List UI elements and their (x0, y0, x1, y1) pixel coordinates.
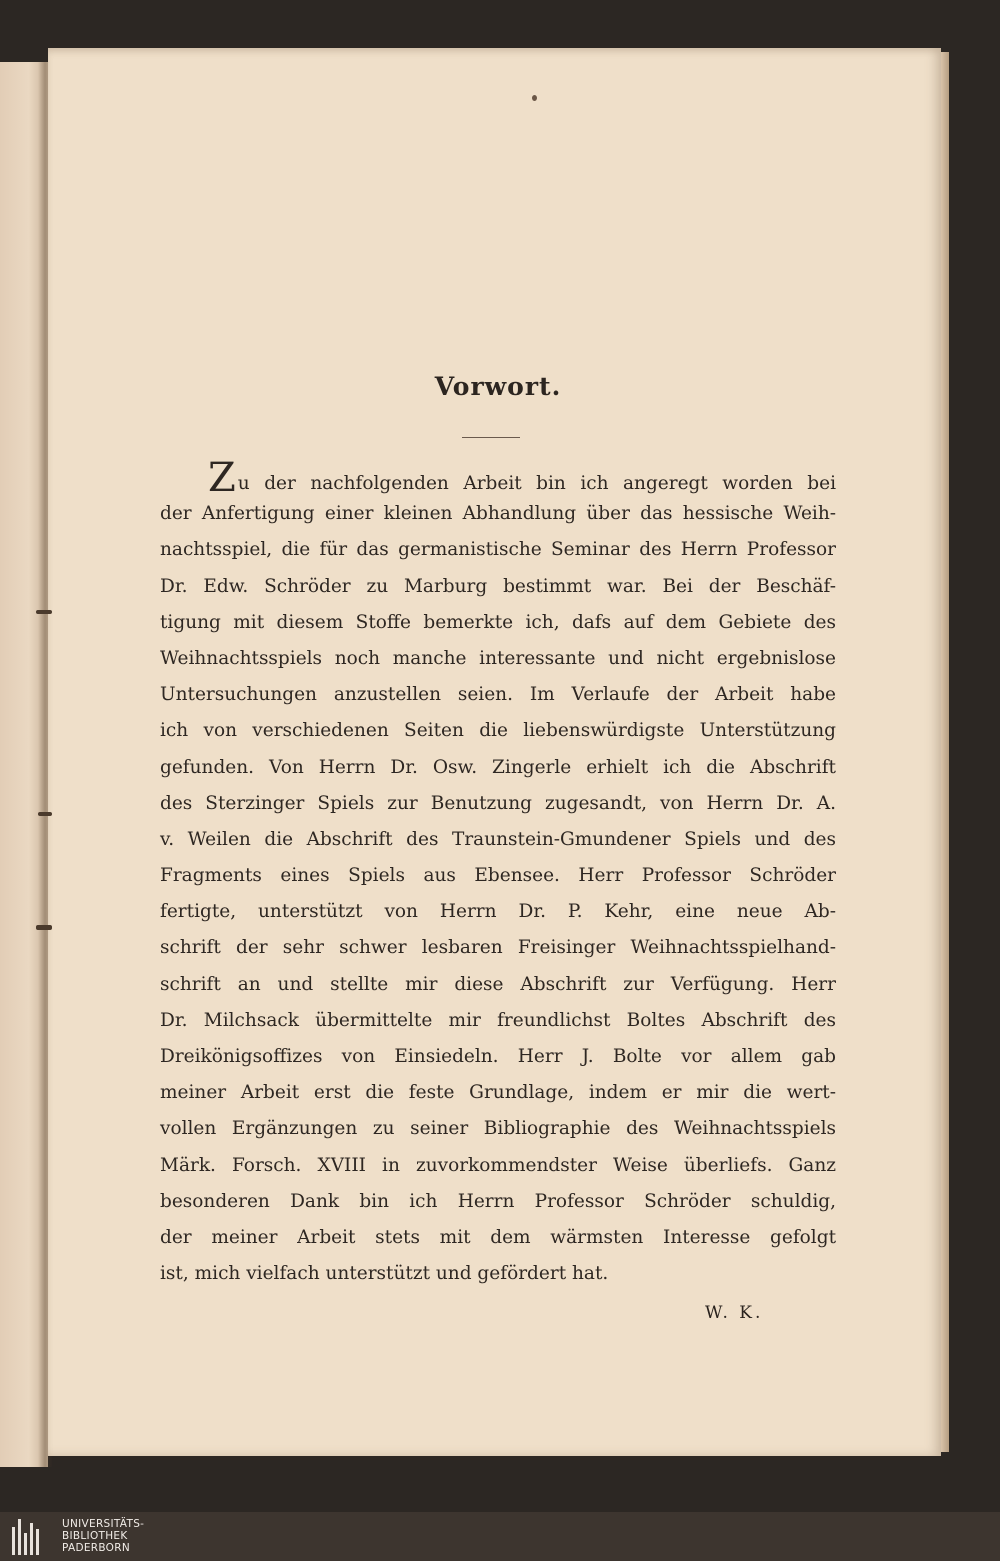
binding-stitch (36, 925, 52, 930)
drop-cap: Z (208, 455, 236, 501)
text-line: Dreikönigsoffizes von Einsiedeln. Herr J. Bolte vor allem gab (160, 1046, 836, 1067)
text-line: tigung mit diesem Stoffe bemerkte ich, dafs auf dem Gebiete des (160, 611, 836, 633)
text-line: vollen Ergänzungen zu seiner Bibliographie des Weihnachtsspiels (160, 1118, 836, 1140)
logo-line: BIBLIOTHEK (62, 1530, 128, 1542)
library-bars-logo-icon (12, 1519, 52, 1555)
text-line: Zu der nachfolgenden Arbeit bin ich angeregt worden bei (208, 455, 836, 501)
ink-speck (532, 95, 537, 101)
library-footer (0, 1512, 1000, 1561)
text-line: Märk. Forsch. XVIII in zuvorkommendster Weise überliefs. Ganz (160, 1154, 836, 1176)
binding-stitch (36, 610, 52, 614)
text-line: nachtsspiel, die für das germanistische Seminar des Herrn Professor (160, 539, 836, 561)
preface-text (160, 455, 836, 1292)
text-line: Fragments eines Spiels aus Ebensee. Herr Professor Schröder (160, 865, 836, 887)
text-line: Dr. Milchsack übermittelte mir freundlichst Boltes Abschrift des (160, 1009, 836, 1031)
logo-line: PADERBORN (62, 1542, 130, 1554)
page-edge (941, 52, 949, 1452)
text-line: fertigte, unterstützt von Herrn Dr. P. Kehr, eine neue Ab- (160, 901, 836, 923)
text-line: meiner Arbeit erst die feste Grundlage, indem er mir die wert- (160, 1082, 836, 1104)
text-line: gefunden. Von Herrn Dr. Osw. Zingerle erhielt ich die Abschrift (160, 756, 836, 778)
text-line: ich von verschiedenen Seiten die liebenswürdigste Unterstützung (160, 720, 836, 742)
text-line: schrift der sehr schwer lesbaren Freisinger Weihnachtsspielhand- (160, 937, 836, 959)
signature: W. K. (705, 1303, 764, 1323)
title-rule (462, 437, 520, 438)
text-line: Dr. Edw. Schröder zu Marburg bestimmt war. Bei der Beschäf- (160, 575, 836, 597)
text-line: v. Weilen die Abschrift des Traunstein-Gmundener Spiels und des (160, 828, 836, 850)
text-line: Weihnachtsspiels noch manche interessante und nicht ergebnislose (160, 647, 836, 669)
text-line: ist, mich vielfach unterstützt und gefördert hat. (160, 1263, 609, 1285)
library-logo-text (62, 1518, 144, 1554)
binding-stitch (38, 812, 52, 816)
text-line: besonderen Dank bin ich Herrn Professor Schröder schuldig, (160, 1190, 836, 1212)
text-line: des Sterzinger Spiels zur Benutzung zugesandt, von Herrn Dr. A. (160, 792, 836, 814)
logo-line: UNIVERSITÄTS- (62, 1518, 145, 1530)
text-line: schrift an und stellte mir diese Abschrift zur Verfügung. Herr (160, 973, 836, 995)
page-title: Vorwort. (434, 372, 562, 401)
text-line: Untersuchungen anzustellen seien. Im Verlaufe der Arbeit habe (160, 684, 836, 706)
text-line: der Anfertigung einer kleinen Abhandlung über das hessische Weih- (160, 503, 836, 525)
text-line: der meiner Arbeit stets mit dem wärmsten Interesse gefolgt (160, 1226, 836, 1248)
